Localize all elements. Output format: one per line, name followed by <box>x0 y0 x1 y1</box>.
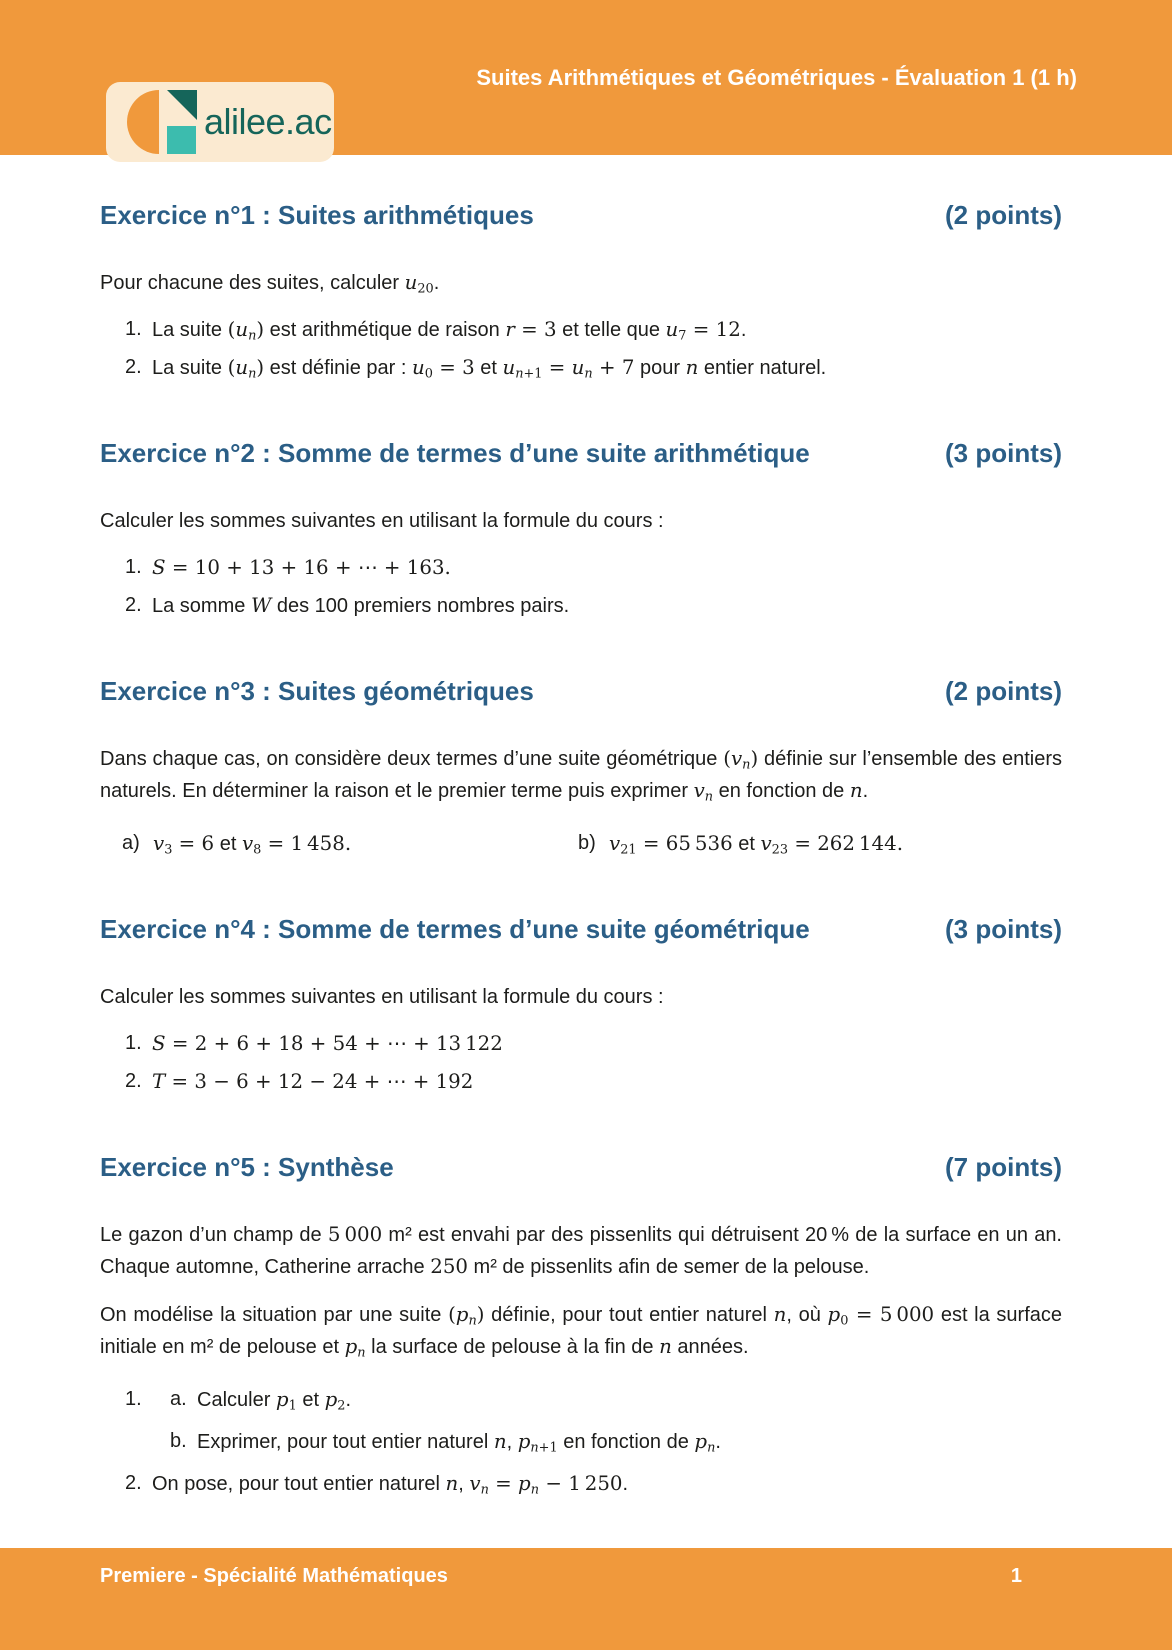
list-item <box>100 311 1062 349</box>
item-number: 1. <box>125 1032 142 1054</box>
item-number: 2. <box>125 1472 142 1494</box>
item-text: La suite $(u_n)$ est arithmétique de raison r = 3 et telle que $u_7 = 12$. <box>152 318 747 344</box>
list-item <box>578 825 903 863</box>
logo-square-shape <box>167 126 196 154</box>
list-item <box>100 349 1062 387</box>
logo-halfdisc-shape <box>127 90 159 154</box>
exercise-3-points: (2 points) <box>945 676 1062 706</box>
list-item <box>100 1421 1062 1463</box>
exercise-2-title: Exercice n°2 : Somme de termes d’une suite arithmétique <box>100 438 810 468</box>
exercise-3-two-columns <box>100 825 1062 863</box>
exercise-3-title: Exercice n°3 : Suites géométriques <box>100 676 534 706</box>
footer-bar <box>0 1548 1172 1650</box>
exercise-3-heading-row <box>100 675 1062 707</box>
header-bar <box>0 0 1172 155</box>
exercise-5-points: (7 points) <box>945 1152 1062 1182</box>
exercise-5-section <box>100 1151 1062 1505</box>
item-text: Exprimer, pour tout entier naturel n, $p_{n+1}$ en fonction de $p_n$. <box>197 1430 721 1456</box>
list-item <box>100 1379 1062 1421</box>
exercise-4-heading-row <box>100 913 1062 945</box>
item-text: La somme W des 100 premiers nombres pairs. <box>152 594 570 617</box>
exercise-2-heading-row <box>100 437 1062 469</box>
exercise-4-intro: Calculer les sommes suivantes en utilisant la formule du cours : <box>100 986 664 1008</box>
item-text: S = 2 + 6 + 18 + 54 + ⋯ + 13 122 <box>152 1032 503 1055</box>
exercise-2-points: (3 points) <box>945 438 1062 468</box>
exercise-4-section <box>100 913 1062 1101</box>
exercise-2-section <box>100 437 1062 625</box>
list-item <box>100 549 1062 587</box>
item-number: 1. <box>125 318 142 340</box>
logo-triangle-shape <box>167 90 197 120</box>
exercise-5-list <box>100 1379 1062 1505</box>
exercise-5-paragraph-1: Le gazon d’un champ de 5 000 m² est envahi par des pissenlits qui détruisent 20 % de la surface en un an. Chaque automne, Catherine arrache 250 m² de pissenlits afin de semer de la pelouse. <box>100 1223 1062 1278</box>
document-title: Suites Arithmétiques et Géométriques - Évaluation 1 (1 h) <box>476 64 1077 90</box>
list-item <box>100 587 1062 625</box>
exercise-3-section <box>100 675 1062 863</box>
item-text: $v_{21} = 65$ 536 et $v_{23} = 262$ 144. <box>609 832 903 858</box>
item-text: T = 3 − 6 + 12 − 24 + ⋯ + 192 <box>152 1070 474 1093</box>
exercise-1-intro: Pour chacune des suites, calculer $u_{20}$. <box>100 271 440 297</box>
logo-card <box>106 82 334 162</box>
list-item <box>100 1025 1062 1063</box>
exercise-1-title: Exercice n°1 : Suites arithmétiques <box>100 200 534 230</box>
item-label: b. <box>170 1430 187 1452</box>
item-label: a. <box>170 1388 187 1410</box>
logo-text: alilee.ac <box>204 101 332 142</box>
item-label: a) <box>122 832 140 854</box>
exercise-5-heading-row <box>100 1151 1062 1183</box>
exercise-2-list <box>100 549 1062 625</box>
item-number: 1. <box>125 556 142 578</box>
item-number: 2. <box>125 594 142 616</box>
exercise-4-points: (3 points) <box>945 914 1062 944</box>
item-text: On pose, pour tout entier naturel n, $v_n = p_n - 1$ 250. <box>152 1472 629 1498</box>
exercise-3-intro: Dans chaque cas, on considère deux termes d’une suite géométrique $(v_n)$ définie sur l’ensemble des entiers naturels. En déterminer la raison et le premier terme puis exprimer $v_n$ en fonction de n. <box>100 747 1062 805</box>
footer-page-number: 1 <box>1010 1565 1022 1587</box>
galilee-logo-icon <box>126 89 202 155</box>
item-text: La suite $(u_n)$ est définie par : $u_0 = 3$ et $u_{n+1} = u_n + 7$ pour n entier naturel. <box>152 356 827 382</box>
exercise-1-heading-row <box>100 199 1062 231</box>
exercise-4-title: Exercice n°4 : Somme de termes d’une suite géométrique <box>100 914 810 944</box>
item-text: Calculer $p_1$ et $p_2$. <box>197 1388 351 1414</box>
exercise-1-list <box>100 311 1062 387</box>
exercise-1-points: (2 points) <box>945 200 1062 230</box>
content-area <box>0 155 1172 1505</box>
item-number: 1. <box>125 1388 142 1410</box>
exercise-1-section <box>100 199 1062 387</box>
item-number <box>125 1421 170 1463</box>
item-text: S = 10 + 13 + 16 + ⋯ + 163. <box>152 556 451 579</box>
list-item <box>100 1063 1062 1101</box>
item-number: 2. <box>125 356 142 378</box>
exercise-2-intro: Calculer les sommes suivantes en utilisant la formule du cours : <box>100 510 664 532</box>
item-text: $v_3 = 6$ et $v_8 = 1$ 458. <box>153 832 352 858</box>
list-item <box>100 1463 1062 1505</box>
exercise-4-list <box>100 1025 1062 1101</box>
exercise-5-title: Exercice n°5 : Synthèse <box>100 1152 394 1182</box>
item-number: 2. <box>125 1070 142 1092</box>
exercise-5-paragraph-2: On modélise la situation par une suite $(p_n)$ définie, pour tout entier naturel n, où $p_0 = 5$ 000 est la surface initiale en m² de pelouse et $p_n$ la surface de pelouse à la fin de n années. <box>100 1303 1063 1361</box>
list-item <box>100 825 578 863</box>
footer-course-label: Premiere - Spécialité Mathématiques <box>100 1565 448 1587</box>
item-label: b) <box>578 832 596 854</box>
